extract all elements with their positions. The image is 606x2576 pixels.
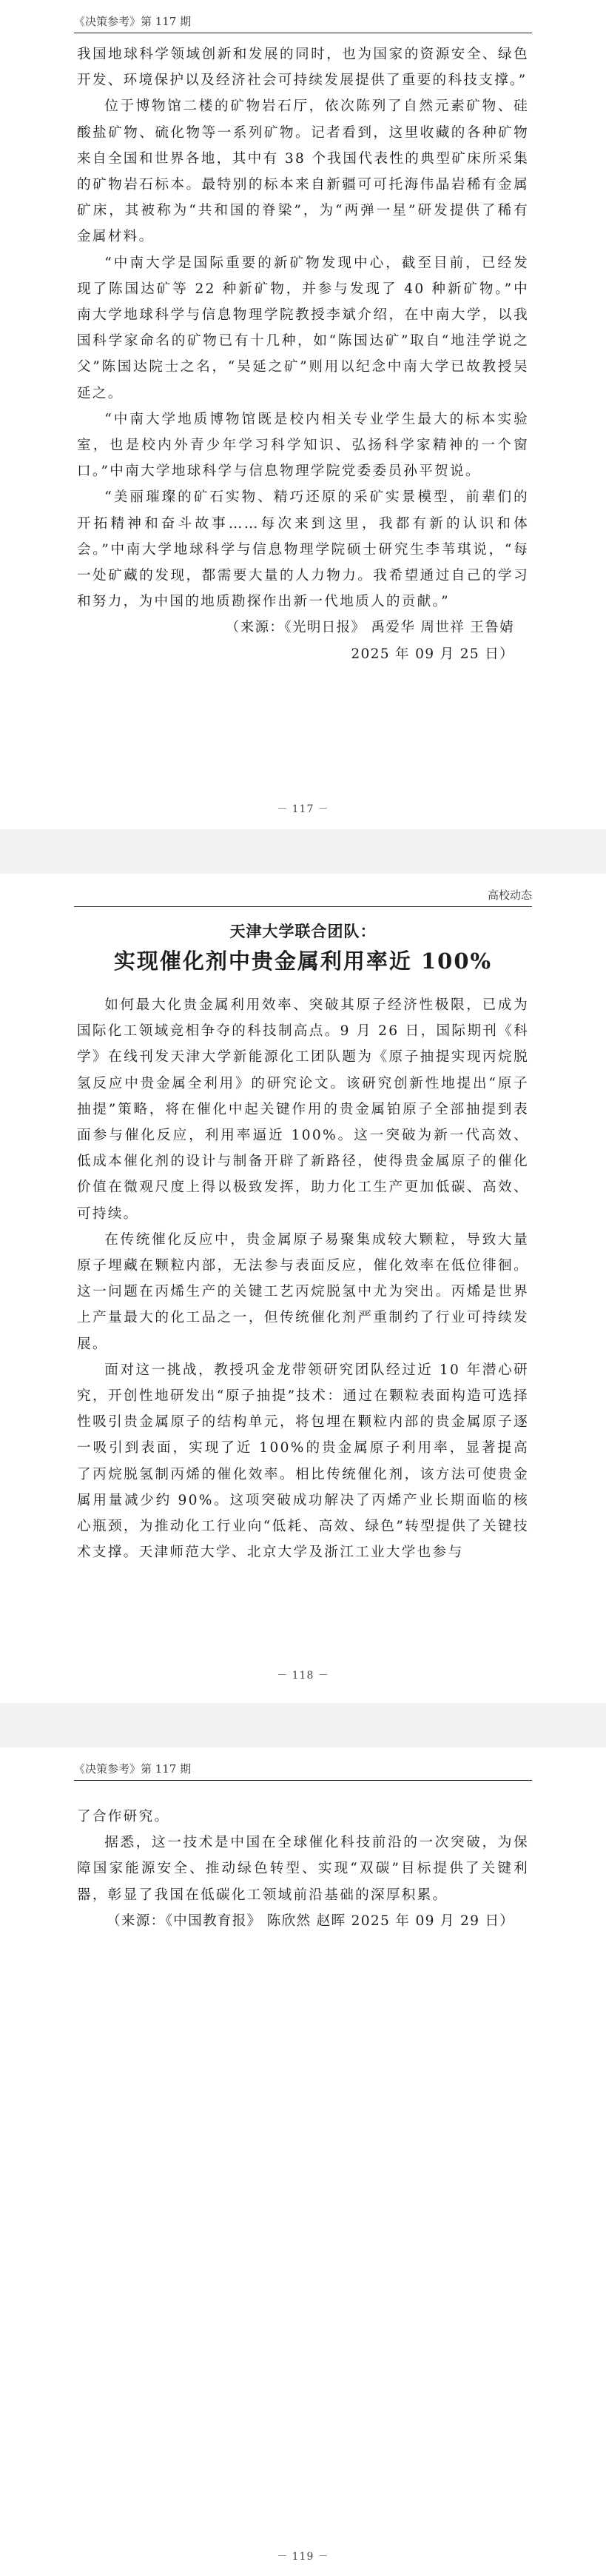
section-label: 高校动态 [487, 889, 532, 902]
article-title: 实现催化剂中贵金属利用率近 100% [113, 949, 493, 974]
page-117 [0, 0, 606, 829]
journal-issue-label: 《决策参考》第 117 期 [74, 1762, 192, 1776]
page-header [74, 1759, 532, 1781]
paragraph: 据悉，这一技术是中国在全球催化科技前沿的一次突破，为保障国家能源安全、推动绿色转型、实现“双碳”目标提供了关键利器，彰显了我国在低碳化工领域前沿基础的深厚积累。 [77, 1835, 529, 1903]
page-number: － 118 － [277, 1670, 329, 1682]
page-118 [0, 874, 606, 1703]
page-number: － 119 － [277, 2551, 329, 2563]
paragraph: “中南大学是国际重要的新矿物发现中心，截至目前，已经发现了陈国达矿等 22 种新矿物，并参与发现了 40 种新矿物。”中南大学地球科学与信息物理学院教授李斌介绍，在中南大学，以我国科学家命名的矿物已有十几种，如“陈国达矿”取自“地洼学说之父”陈国达院士之名，“吴延之矿”则用以纪念中南大学已故教授吴延之。 [77, 255, 529, 401]
paragraph: 位于博物馆二楼的矿物岩石厅，依次陈列了自然元素矿物、硅酸盐矿物、硫化物等一系列矿物。记者看到，这里收藏的各种矿物来自全国和世界各地，其中有 38 个我国代表性的典型矿床所采集的矿物岩石标本。最特别的标本来自新疆可可托海伟晶岩稀有金属矿床，其被称为“共和国的脊梁”，为“两弹一星”研发提供了稀有金属材料。 [77, 98, 529, 245]
page-header [74, 12, 532, 33]
source-citation: （来源：《中国教育报》 陈欣然 赵晖 2025 年 09 月 29 日） [107, 1913, 515, 1929]
page-119 [0, 1747, 606, 2576]
paragraph: “美丽璀璨的矿石实物、精巧还原的采矿实景模型，前辈们的开拓精神和奋斗故事……每次来到这里，我都有新的认识和体会。”中南大学地球科学与信息物理学院硕士研究生李苇琪说，“每一处矿藏的发现，都需要大量的人力物力。我希望通过自己的学习和努力，为中国的地质勘探作出新一代地质人的贡献。” [77, 489, 529, 610]
source-citation: （来源：《光明日报》 禹爱华 周世祥 王鲁婧 [225, 620, 514, 636]
article-body [77, 1804, 529, 1934]
paragraph: 了合作研究。 [77, 1809, 170, 1824]
paragraph: 如何最大化贵金属利用效率、突破其原子经济性极限，已成为国际化工领域竞相争夺的科技制高点。9 月 26 日，国际期刊《科学》在线刊发天津大学新能源化工团队题为《原子抽提实现丙烷脱氢反应中贵金属全利用》的研究论文。该研究创新性地提出“原子抽提”策略，将在催化中起关键作用的贵金属铂原子全部抽提到表面参与催化反应，利用率逼近 100%。这一突破为新一代高效、低成本催化剂的设计与制备开辟了新路径，使得贵金属原子的催化价值在微观尺度上得以极致发挥，助力化工生产更加低碳、高效、可持续。 [77, 997, 529, 1222]
source-date: 2025 年 09 月 25 日） [351, 646, 514, 662]
article-body [77, 41, 529, 667]
paragraph: 在传统催化反应中，贵金属原子易聚集成较大颗粒，导致大量原子埋藏在颗粒内部，无法参与表面反应，催化效率在低位徘徊。这一问题在丙烯生产的关键工艺丙烷脱氢中尤为突出。丙烯是世界上产量最大的化工品之一，但传统催化剂严重制约了行业可持续发展。 [77, 1231, 529, 1352]
page-header [74, 886, 532, 907]
journal-issue-label: 《决策参考》第 117 期 [74, 15, 192, 28]
paragraph: 面对这一挑战，教授巩金龙带领研究团队经过近 10 年潜心研究，开创性地研发出“原子抽提”技术：通过在颗粒表面构造可选择性吸引贵金属原子的结构单元，将包埋在颗粒内部的贵金属原子逐一吸引到表面，实现了近 100%的贵金属原子利用率，显著提高了丙烷脱氢制丙烯的催化效率。相比传统催化剂，该方法可使贵金属用量减少约 90%。这项突破成功解决了丙烯产业长期面临的核心瓶颈，为推动化工行业向“低耗、高效、绿色”转型提供了关键技术支撑。天津师范大学、北京大学及浙江工业大学也参与 [77, 1362, 529, 1561]
paragraph: “中南大学地质博物馆既是校内相关专业学生最大的标本实验室，也是校内外青少年学习科学知识、弘扬科学家精神的一个窗口。”中南大学地球科学与信息物理学院党委委员孙平贺说。 [77, 411, 529, 480]
article-subtitle: 天津大学联合团队： [229, 922, 377, 940]
page-number: － 117 － [277, 803, 329, 815]
article-body [77, 992, 529, 1565]
paragraph: 我国地球科学领域创新和发展的同时，也为国家的资源安全、绿色开发、环境保护以及经济社会可持续发展提供了重要的科技支撑。” [77, 47, 529, 89]
